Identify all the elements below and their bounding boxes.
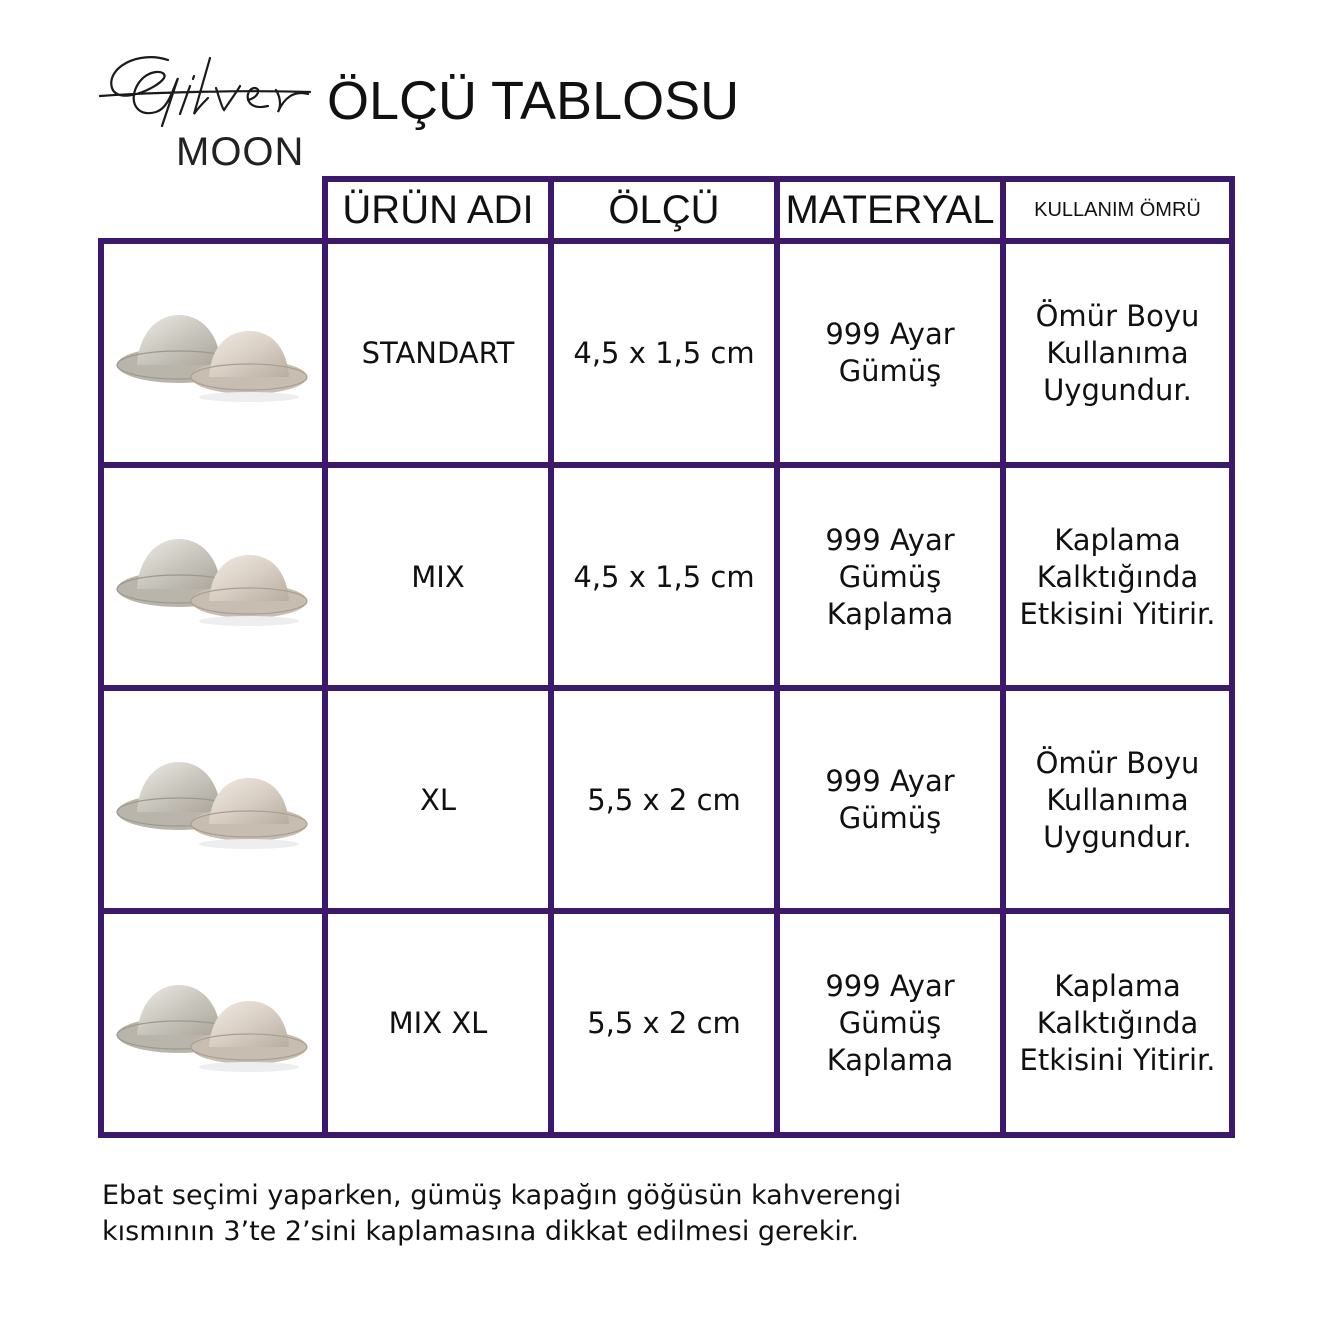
table-cell-product-size (548, 462, 780, 692)
nipple-shield-image (113, 293, 313, 413)
table-cell-product-material (774, 908, 1006, 1138)
table-cell-product-lifetime (1000, 462, 1235, 692)
table-cell-product-size (548, 908, 780, 1138)
product-size-text: 4,5 x 1,5 cm (573, 559, 755, 594)
product-material-text: 999 Ayar Gümüş (825, 764, 955, 835)
table-cell-product-name (322, 685, 554, 915)
product-name-text: XL (419, 782, 457, 817)
product-material-text: 999 Ayar Gümüş (825, 317, 955, 388)
table-cell-product-lifetime (1000, 685, 1235, 915)
table-cell-product-material (774, 462, 1006, 692)
size-table (98, 176, 1235, 1140)
table-cell-product-size (548, 238, 780, 468)
product-lifetime-text: Ömür Boyu Kullanıma Uygundur. (1035, 745, 1200, 854)
product-lifetime-text: Kaplama Kalktığında Etkisini Yitirir. (1019, 968, 1216, 1077)
table-cell-product-size (548, 685, 780, 915)
table-cell-product-lifetime (1000, 908, 1235, 1138)
logo-moon-text: MOON (176, 130, 305, 174)
product-image-cell (98, 908, 328, 1138)
product-image-cell (98, 238, 328, 468)
nipple-shield-image (113, 517, 313, 637)
product-material-text: 999 Ayar Gümüş Kaplama (825, 522, 955, 631)
product-name-text: MIX XL (388, 1005, 488, 1040)
product-size-text: 5,5 x 2 cm (587, 1005, 741, 1040)
size-selection-note: Ebat seçimi yaparken, gümüş kapağın göğüsün kahverengi kısmının 3’te 2’sini kaplamasına dikkat edilmesi gerekir. (102, 1180, 902, 1247)
product-image-cell (98, 462, 328, 692)
brand-logo (98, 48, 313, 176)
header-material: MATERYAL (774, 176, 1006, 244)
header-size: ÖLÇÜ (548, 176, 780, 244)
table-cell-product-material (774, 238, 1006, 468)
product-lifetime-text: Ömür Boyu Kullanıma Uygundur. (1035, 298, 1200, 407)
product-name-text: STANDART (361, 335, 515, 370)
product-size-text: 5,5 x 2 cm (587, 782, 741, 817)
table-cell-product-lifetime (1000, 238, 1235, 468)
table-cell-product-name (322, 238, 554, 468)
nipple-shield-image (113, 963, 313, 1083)
page-title: ÖLÇÜ TABLOSU (327, 71, 740, 131)
nipple-shield-image (113, 740, 313, 860)
table-cell-product-material (774, 685, 1006, 915)
product-name-text: MIX (411, 559, 465, 594)
header-lifetime: KULLANIM ÖMRÜ (1000, 176, 1235, 244)
table-cell-product-name (322, 462, 554, 692)
header-product-name: ÜRÜN ADI (322, 176, 554, 244)
product-material-text: 999 Ayar Gümüş Kaplama (825, 968, 955, 1077)
table-cell-product-name (322, 908, 554, 1138)
product-lifetime-text: Kaplama Kalktığında Etkisini Yitirir. (1019, 522, 1216, 631)
product-size-text: 4,5 x 1,5 cm (573, 335, 755, 370)
product-image-cell (98, 685, 328, 915)
